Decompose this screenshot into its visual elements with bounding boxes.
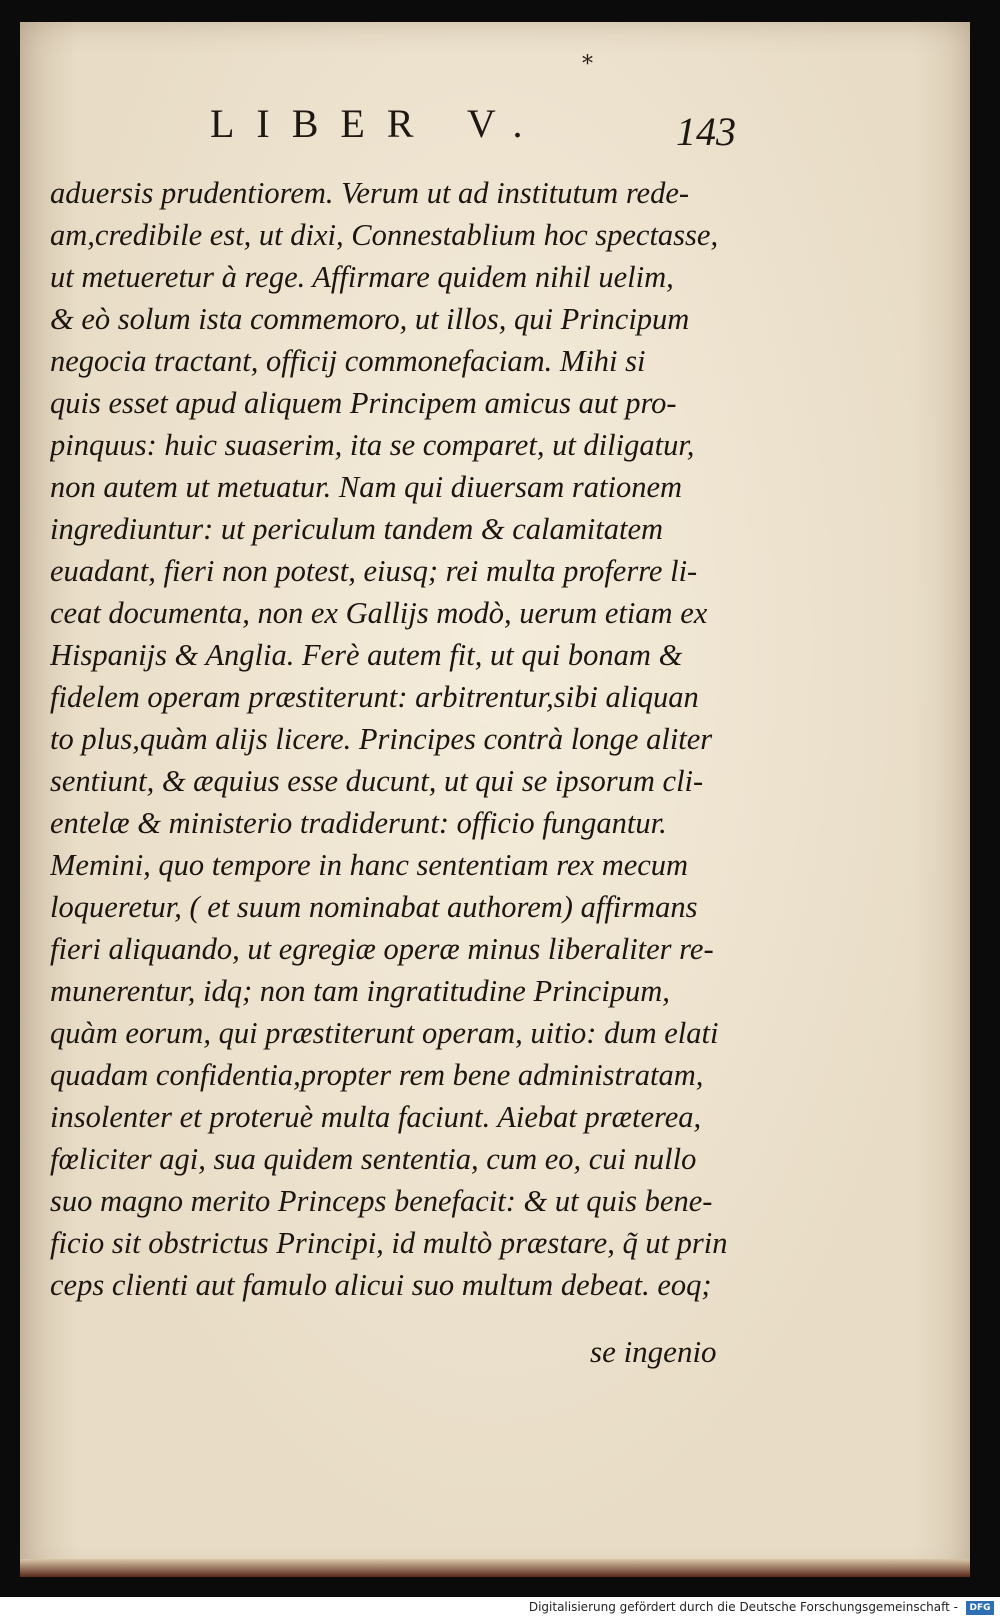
page-ornament: * xyxy=(582,52,593,77)
text-line: munerentur, idq; non tam ingratitudine Principum, xyxy=(50,974,670,1008)
catchword: se ingenio xyxy=(590,1334,717,1369)
page-bottom-edge xyxy=(20,1559,970,1577)
text-line: entelæ & ministerio tradiderunt: officio fungantur. xyxy=(50,806,667,840)
dfg-logo-icon: DFG xyxy=(966,1601,994,1615)
text-line: fieri aliquando, ut egregiæ operæ minus liberaliter re- xyxy=(50,932,714,966)
text-line: sentiunt, & æquius esse ducunt, ut qui se ipsorum cli- xyxy=(50,764,704,798)
text-line: ceat documenta, non ex Gallijs modò, uerum etiam ex xyxy=(50,596,708,630)
book-page xyxy=(20,22,970,1577)
text-line: am,credibile est, ut dixi, Connestablium hoc spectasse, xyxy=(50,218,719,252)
text-line: quis esset apud aliquem Principem amicus aut pro- xyxy=(50,386,677,420)
body-text xyxy=(50,172,770,1306)
text-line: non autem ut metuatur. Nam qui diuersam rationem xyxy=(50,470,683,504)
text-line: loqueretur, ( et suum nominabat authorem) affirmans xyxy=(50,890,698,924)
text-line: fidelem operam præstiterunt: arbitrentur,sibi aliquan xyxy=(50,680,699,714)
text-line: quadam confidentia,propter rem bene administratam, xyxy=(50,1058,704,1092)
text-line: ficio sit obstrictus Principi, id multò præstare, q̃ ut prin xyxy=(50,1226,728,1260)
text-line: insolenter et proteruè multa faciunt. Aiebat præterea, xyxy=(50,1100,702,1134)
text-line: negocia tractant, officij commonefaciam. Mihi si xyxy=(50,344,646,378)
text-line: ceps clienti aut famulo alicui suo multum debeat. eoq; xyxy=(50,1268,712,1302)
text-line: & eò solum ista commemoro, ut illos, qui Principum xyxy=(50,302,690,336)
text-line: pinquus: huic suaserim, ita se comparet, ut diligatur, xyxy=(50,428,695,462)
folio-number: 143 xyxy=(676,109,736,154)
text-line: aduersis prudentiorem. Verum ut ad institutum rede- xyxy=(50,176,690,210)
running-head: LIBER V. xyxy=(210,101,545,146)
text-line: ut metueretur à rege. Affirmare quidem nihil uelim, xyxy=(50,260,674,294)
text-line: suo magno merito Princeps benefacit: & ut quis bene- xyxy=(50,1184,713,1218)
text-line: to plus,quàm alijs licere. Principes contrà longe aliter xyxy=(50,722,713,756)
text-line: euadant, fieri non potest, eiusq; rei multa proferre li- xyxy=(50,554,698,588)
text-line: Hispanijs & Anglia. Ferè autem fit, ut qui bonam & xyxy=(50,638,683,672)
text-line: ingrediuntur: ut periculum tandem & calamitatem xyxy=(50,512,664,546)
text-line: Memini, quo tempore in hanc sententiam rex mecum xyxy=(50,848,689,882)
text-line: quàm eorum, qui præstiterunt operam, uitio: dum elati xyxy=(50,1016,719,1050)
text-line: fœliciter agi, sua quidem sententia, cum eo, cui nullo xyxy=(50,1142,697,1176)
digitization-credit: Digitalisierung gefördert durch die Deutsche Forschungsgemeinschaft - xyxy=(528,1600,958,1614)
